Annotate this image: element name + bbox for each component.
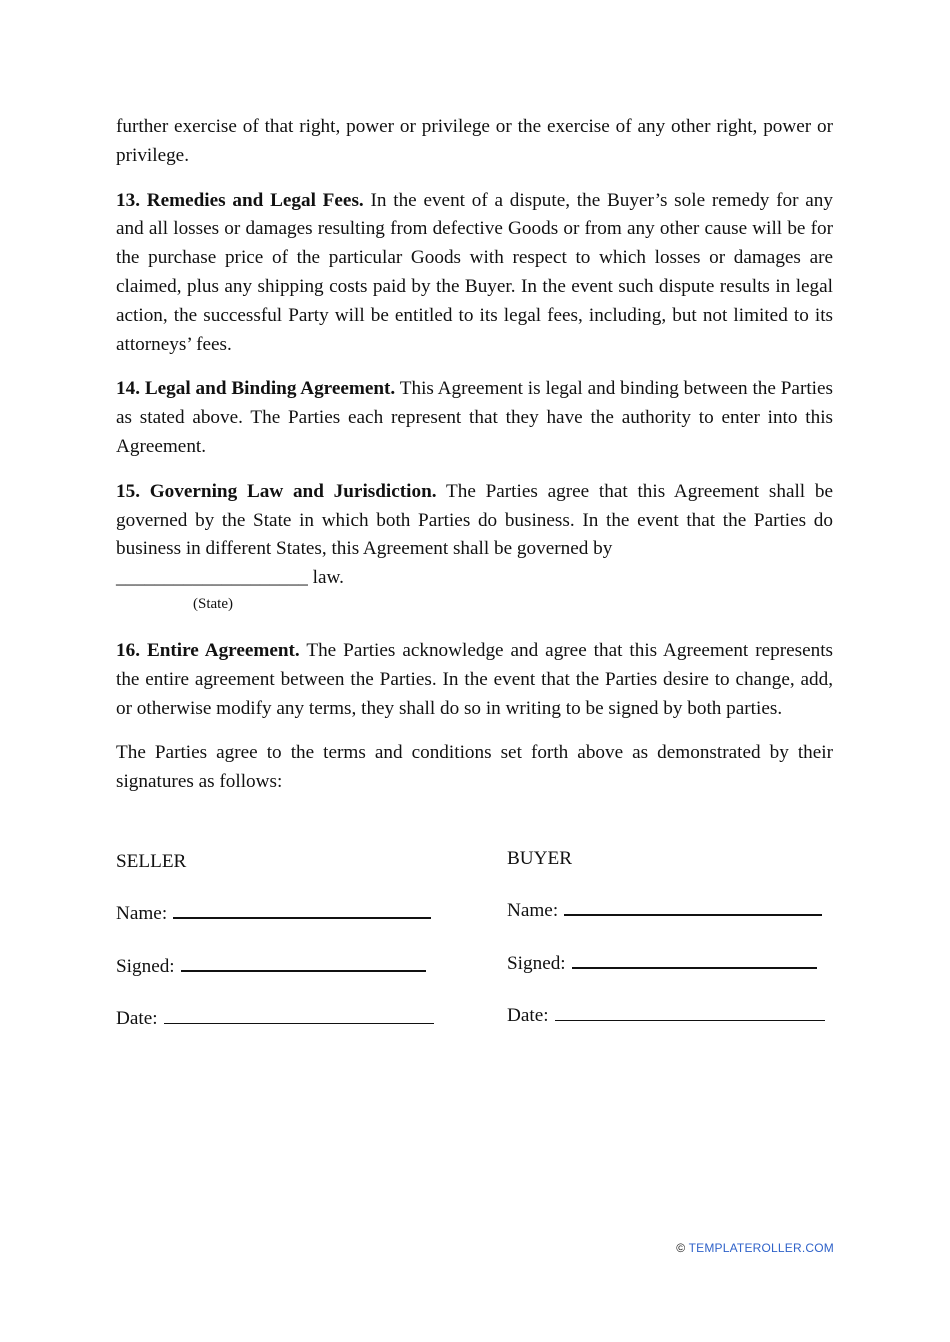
section-15-state-line bbox=[116, 564, 833, 593]
document-body bbox=[116, 113, 833, 813]
section-13-body: In the event of a dispute, the Buyer’s sole remedy for any and all losses or damages resulting from defective Goods or from any other cause will be for the purchase price of the particular Goods with respect to which losses or damages are claimed, plus any shipping costs paid by the Buyer. In the event such dispute results in legal action, the successful Party will be entitled to its legal fees, including, but not limited to its attorneys’ fees. bbox=[116, 189, 833, 355]
section-13-heading: 13. Remedies and Legal Fees. bbox=[116, 189, 364, 211]
copyright-symbol: © bbox=[676, 1241, 686, 1255]
section-15-heading: 15. Governing Law and Jurisdiction. bbox=[116, 480, 437, 502]
buyer-date-row bbox=[507, 1004, 825, 1028]
buyer-name-label: Name: bbox=[507, 900, 559, 921]
section-14 bbox=[116, 375, 833, 461]
buyer-name-row bbox=[507, 899, 822, 923]
section-15 bbox=[116, 478, 833, 564]
state-caption: (State) bbox=[193, 595, 233, 612]
section-13 bbox=[116, 187, 833, 360]
buyer-signed-field[interactable] bbox=[572, 966, 817, 969]
state-blank-field[interactable]: ____________________ bbox=[116, 567, 308, 589]
seller-name-label: Name: bbox=[116, 903, 168, 924]
closing-paragraph: The Parties agree to the terms and conditions set forth above as demonstrated by their signatures as follows: bbox=[116, 742, 833, 793]
signature-block bbox=[116, 850, 833, 1040]
buyer-title: BUYER bbox=[507, 848, 573, 869]
buyer-signed-label: Signed: bbox=[507, 953, 566, 974]
buyer-date-label: Date: bbox=[507, 1005, 549, 1026]
seller-title: SELLER bbox=[116, 851, 187, 872]
seller-date-label: Date: bbox=[116, 1008, 158, 1029]
section-15-law-text: law. bbox=[312, 567, 344, 589]
buyer-signed-row bbox=[507, 952, 817, 976]
section-16 bbox=[116, 637, 833, 723]
seller-date-field[interactable] bbox=[164, 1022, 434, 1024]
seller-name-row bbox=[116, 902, 431, 926]
seller-signed-row bbox=[116, 955, 426, 979]
buyer-date-field[interactable] bbox=[555, 1019, 825, 1021]
section-14-heading: 14. Legal and Binding Agreement. bbox=[116, 378, 396, 400]
section-16-body: The Parties acknowledge and agree that this Agreement represents the entire agreement between the Parties. In the event that the Parties desire to change, add, or otherwise modify any terms, they shall do so in writing to be signed by both parties. bbox=[116, 639, 834, 719]
continued-paragraph: further exercise of that right, power or privilege or the exercise of any other right, power or privilege. bbox=[116, 116, 833, 166]
seller-date-row bbox=[116, 1007, 434, 1031]
seller-signed-field[interactable] bbox=[181, 969, 426, 972]
seller-name-field[interactable] bbox=[173, 916, 431, 919]
footer-credit bbox=[676, 1241, 834, 1255]
section-16-heading: 16. Entire Agreement. bbox=[116, 639, 300, 661]
section-14-body: This Agreement is legal and binding between the Parties as stated above. The Parties each represent that they have the authority to enter into this Agreement. bbox=[116, 378, 833, 457]
seller-signed-label: Signed: bbox=[116, 956, 175, 977]
templateroller-link[interactable]: TEMPLATEROLLER.COM bbox=[688, 1241, 834, 1255]
section-15-body: The Parties agree that this Agreement shall be governed by the State in which both Parties do business. In the event that the Parties do business in different States, this Agreement shall be governed by bbox=[116, 480, 834, 560]
buyer-name-field[interactable] bbox=[564, 913, 822, 916]
